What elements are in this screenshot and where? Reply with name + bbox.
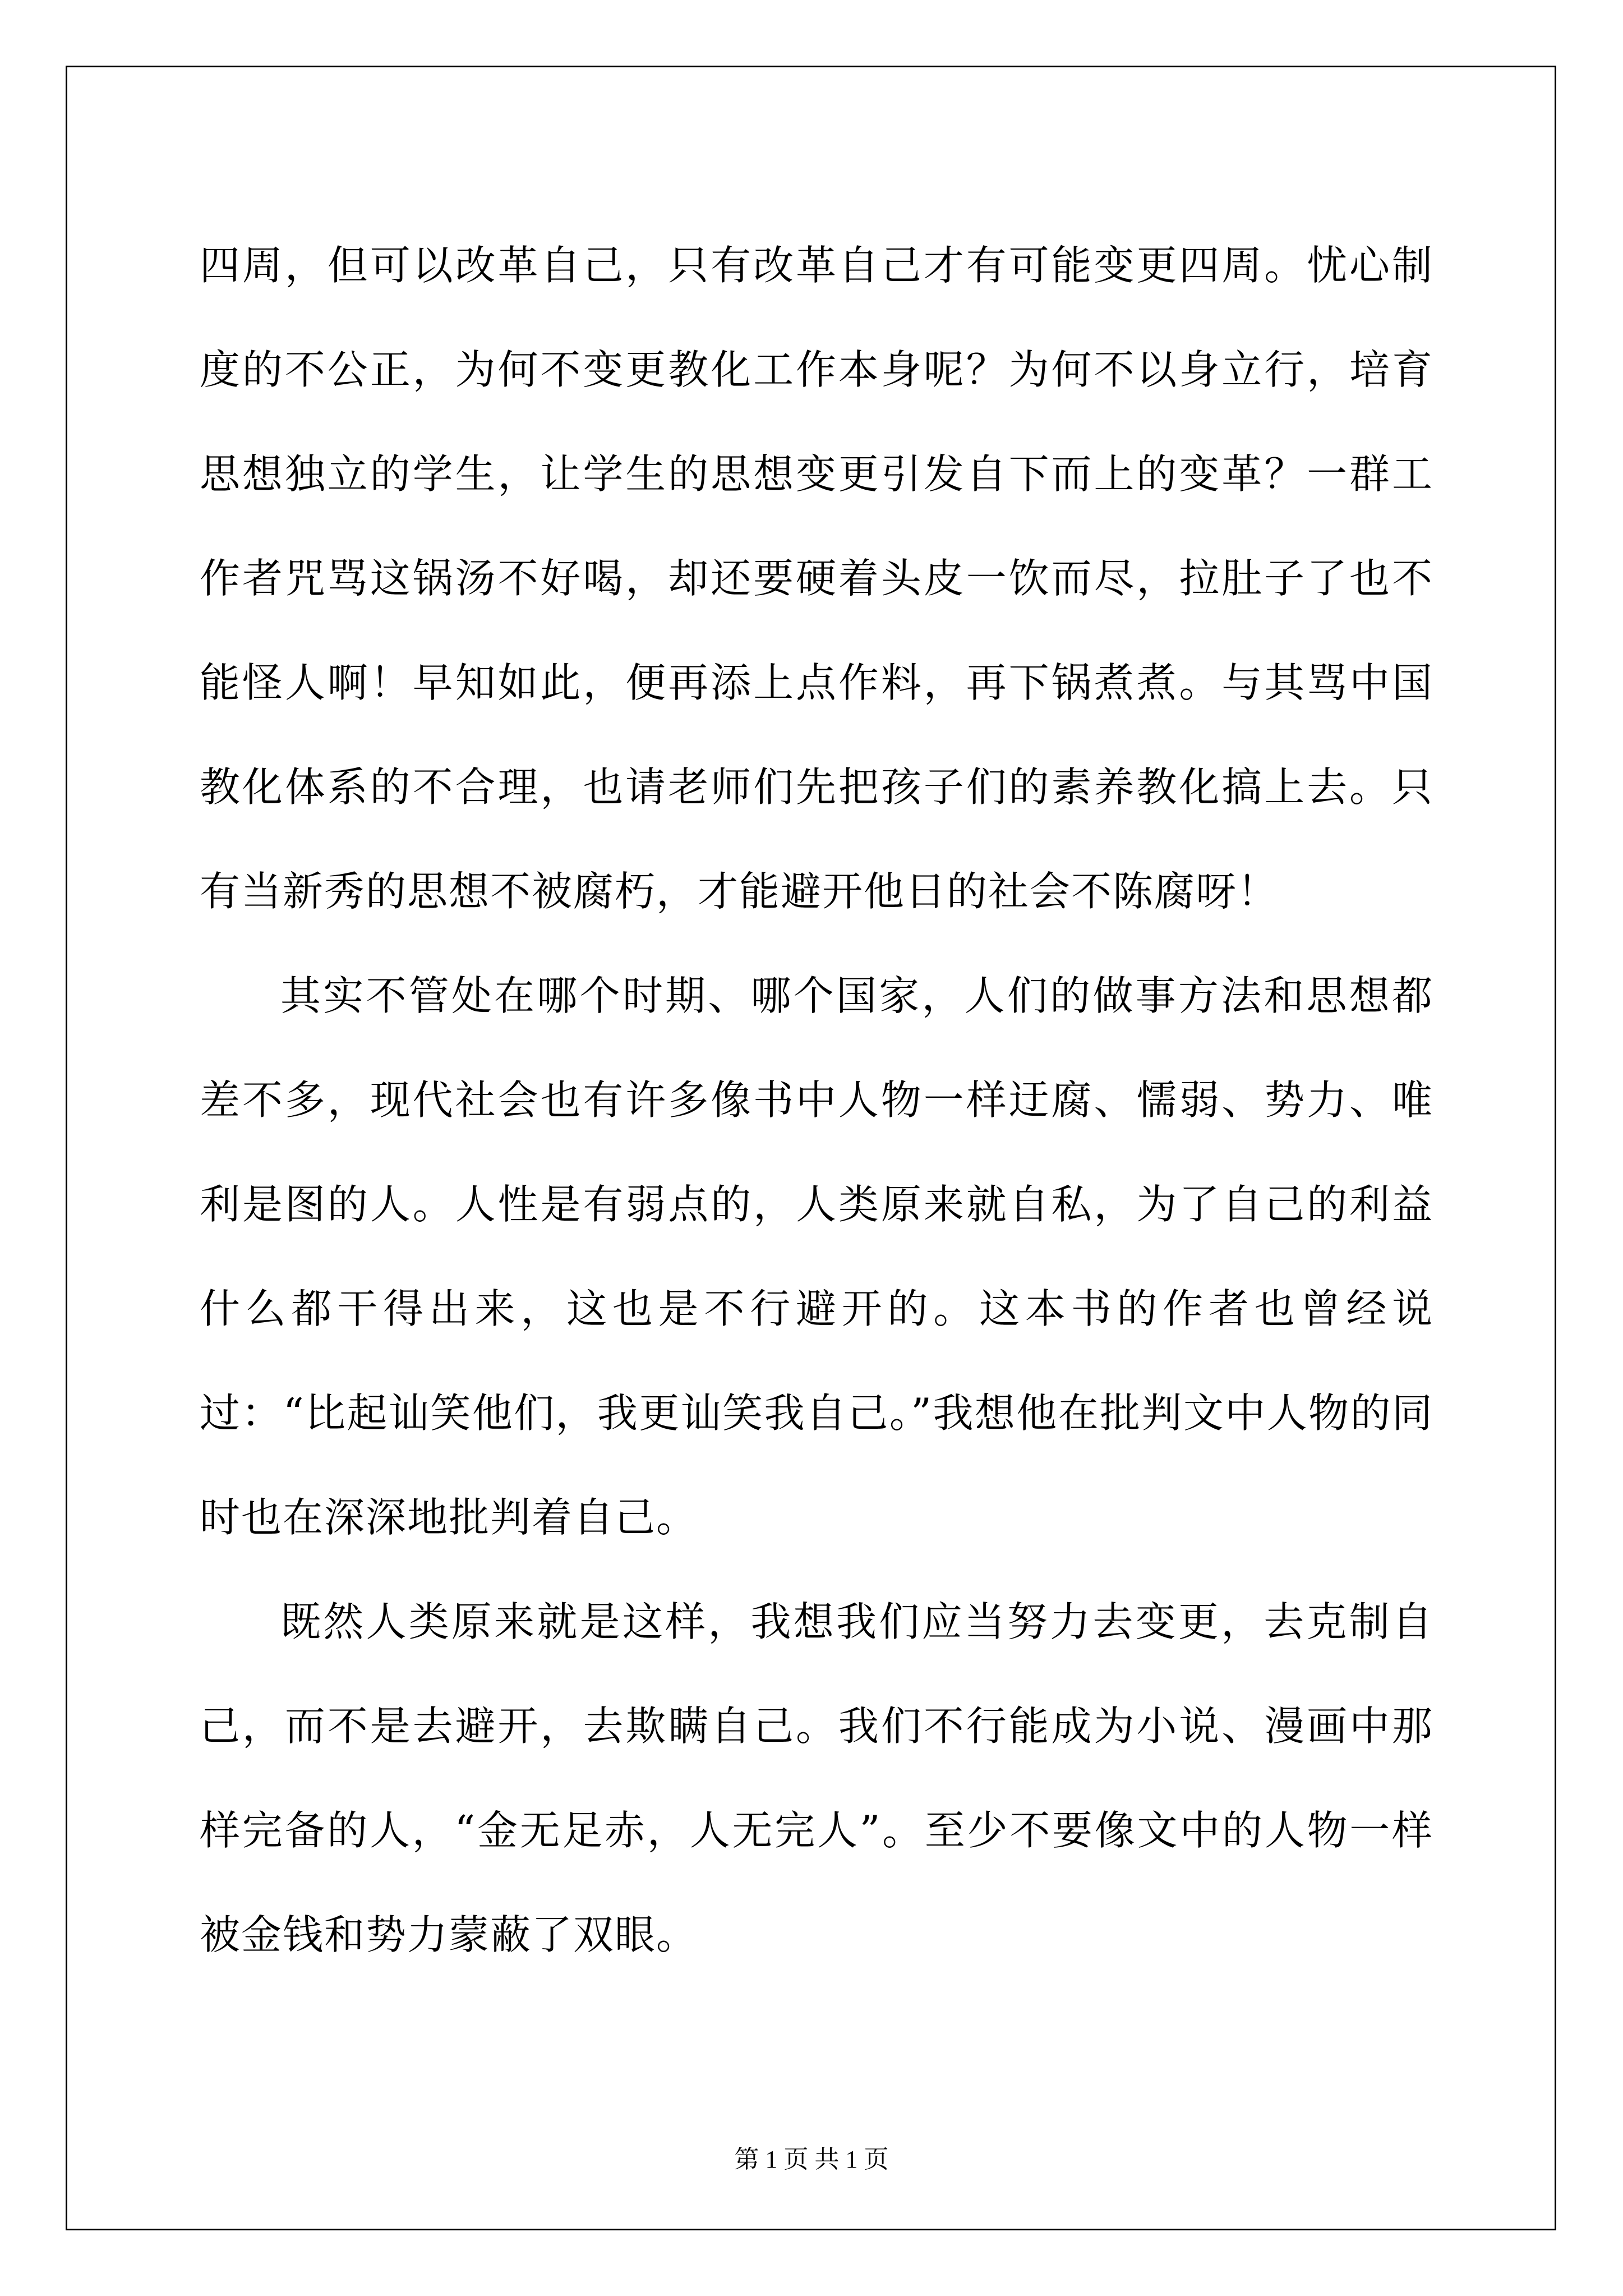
page-number-label: 第 1 页 共 1 页 — [734, 2146, 889, 2173]
page-footer — [0, 2143, 1623, 2177]
paragraph-1: 四周，但可以改革自己，只有改革自己才有可能变更四周。忧心制度的不公正，为何不变更教化工作本身呢？为何不以身立行，培育思想独立的学生，让学生的思想变更引发自下而上的变革？一群工作者咒骂这锅汤不好喝，却还要硬着头皮一饮而尽，拉肚子了也不能怪人啊！早知如此，便再添上点作料，再下锅煮煮。与其骂中国教化体系的不合理，也请老师们先把孩子们的素养教化搞上去。只有当新秀的思想不被腐朽，才能避开他日的社会不陈腐呀！ — [200, 242, 1433, 915]
paragraph-3: 既然人类原来就是这样，我想我们应当努力去变更，去克制自己，而不是去避开，去欺瞒自己。我们不行能成为小说、漫画中那样完备的人，“金无足赤，人无完人”。至少不要像文中的人物一样被金钱和势力蒙蔽了双眼。 — [200, 1598, 1433, 1958]
paragraph-2: 其实不管处在哪个时期、哪个国家，人们的做事方法和思想都差不多，现代社会也有许多像书中人物一样迂腐、懦弱、势力、唯利是图的人。人性是有弱点的，人类原来就自私，为了自己的利益什么都干得出来，这也是不行避开的。这本书的作者也曾经说过：“比起讪笑他们，我更讪笑我自己。”我想他在批判文中人物的同时也在深深地批判着自己。 — [200, 972, 1433, 1541]
document-body — [200, 213, 1433, 1987]
